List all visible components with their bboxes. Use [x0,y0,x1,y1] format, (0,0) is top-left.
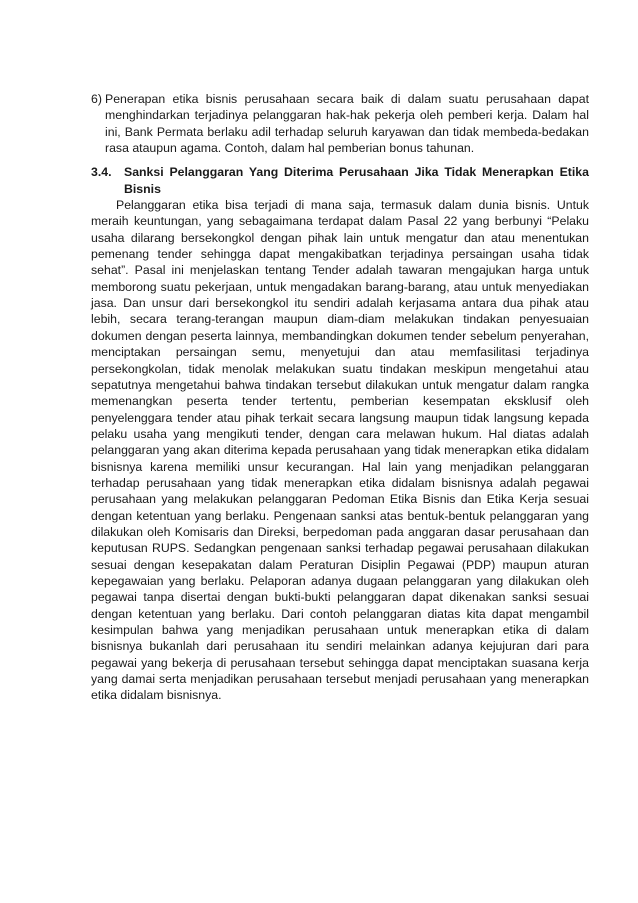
body-paragraph: Pelanggaran etika bisa terjadi di mana saja, termasuk dalam dunia bisnis. Untuk meraih keuntungan, yang sebagaimana terdapat dalam Pasal 22 yang berbunyi “Pelaku usaha dilarang bersekongkol dengan pihak lain untuk mengatur dan atau menentukan pemenang tender sehingga dapat mengakibatkan terjadinya persaingan usaha tidak sehat”. Pasal ini menjelaskan tentang Tender adalah tawaran mengajukan harga untuk memborong suatu pekerjaan, untuk mengadakan barang-barang, atau untuk menyediakan jasa. Dan unsur dari bersekongkol itu sendiri adalah kerjasama antara dua pihak atau lebih, secara terang-terangan maupun diam-diam melakukan tindakan penyesuaian dokumen dengan peserta lainnya, membandingkan dokumen tender sebelum penyerahan, menciptakan persaingan semu, menyetujui dan atau memfasilitasi terjadinya persekongkolan, tidak menolak melakukan suatu tindakan meskipun mengetahui atau sepatutnya mengetahui bahwa tindakan tersebut dilakukan untuk mengatur dalam rangka memenangkan peserta tender tertentu, pemberian kesempatan eksklusif oleh penyelenggara tender atau pihak terkait secara langsung maupun tidak langsung kepada pelaku usaha yang mengikuti tender, dengan cara melawan hukum. Hal diatas adalah pelanggaran yang akan diterima kepada perusahaan yang tidak menerapkan etika didalam bisnisnya karena memiliki unsur kecurangan. Hal lain yang menjadikan pelanggaran terhadap perusahaan yang tidak menerapkan etika didalam bisnisnya adalah pegawai perusahaan yang melakukan pelanggaran Pedoman Etika Bisnis dan Etika Kerja sesuai dengan ketentuan yang berlaku. Pengenaan sanksi atas bentuk-bentuk pelanggaran yang dilakukan oleh Komisaris dan Direksi, berpedoman pada anggaran dasar perusahaan dan keputusan RUPS. Sedangkan pengenaan sanksi terhadap pegawai perusahaan dilakukan sesuai dengan kesepakatan dalam Peraturan Disiplin Pegawai (PDP) maupun aturan kepegawaian yang berlaku. Pelaporan adanya dugaan pelanggaran yang dilakukan oleh pegawai tanpa disertai dengan bukti-bukti pelanggaran dapat dikenakan sanksi sesuai dengan ketentuan yang berlaku. Dari contoh pelanggaran diatas kita dapat mengambil kesimpulan bahwa yang menjadikan perusahaan untuk menerapkan etika di dalam bisnisnya bukanlah dari perusahaan itu sendiri melainkan adanya kejujuran dari para pegawai yang bekerja di perusahaan tersebut sehingga dapat menciptakan suasana kerja yang damai serta menjadikan perusahaan tersebut menjadi perusahaan yang menerapkan etika didalam bisnisnya. [91,198,589,703]
section-heading [91,164,589,197]
page-content [91,91,589,716]
list-item-number: 6) [91,92,102,106]
list-item-6 [91,91,589,156]
section-number: 3.4. [91,165,112,180]
section-title: Sanksi Pelanggaran Yang Diterima Perusahaan Jika Tidak Menerapkan Etika Bisnis [124,165,589,196]
list-item-text: Penerapan etika bisnis perusahaan secara baik di dalam suatu perusahaan dapat menghindarkan terjadinya pelanggaran hak-hak pekerja oleh pemberi kerja. Dalam hal ini, Bank Permata berlaku adil terhadap seluruh karyawan dan tidak membeda-bedakan rasa ataupun agama. Contoh, dalam hal pemberian bonus tahunan. [105,92,589,156]
